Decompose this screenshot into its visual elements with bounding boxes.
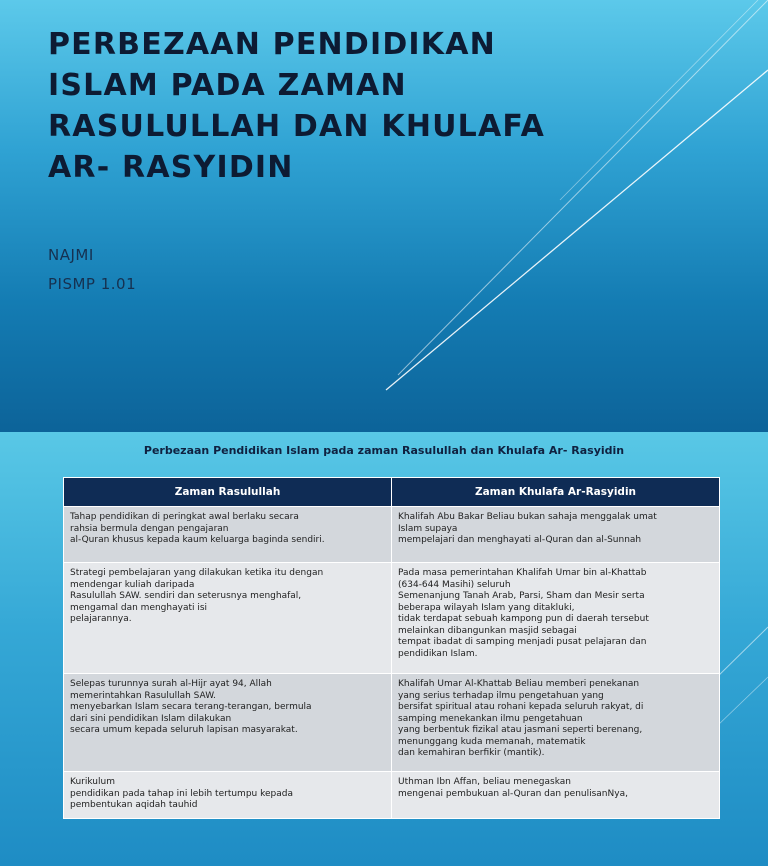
title-slide <box>0 0 768 432</box>
table-header-row <box>64 478 720 507</box>
table-cell: Kurikulum pendidikan pada tahap ini lebih tertumpu kepada pembentukan aqidah tauhid <box>64 772 392 819</box>
comparison-slide <box>0 432 768 866</box>
column-header-rasulullah: Zaman Rasulullah <box>64 478 392 507</box>
class-code: PISMP 1.01 <box>48 275 137 293</box>
table-cell: Uthman Ibn Affan, beliau menegaskan mengenai pembukuan al-Quran dan penulisanNya, <box>392 772 720 819</box>
table-row <box>64 674 720 772</box>
table-cell: Pada masa pemerintahan Khalifah Umar bin al-Khattab (634-644 Masihi) seluruh Semenanjung Tanah Arab, Parsi, Sham dan Mesir serta beberapa wilayah Islam yang ditakluki, tidak terdapat sebuah kampong pun di daerah tersebut melainkan dibangunkan masjid sebagai tempat ibadat di samping menjadi pusat pelajaran dan pendidikan Islam. <box>392 563 720 674</box>
table-heading: Perbezaan Pendidikan Islam pada zaman Rasulullah dan Khulafa Ar- Rasyidin <box>143 444 625 457</box>
table-row <box>64 772 720 819</box>
comparison-table <box>63 477 720 819</box>
table-cell: Strategi pembelajaran yang dilakukan ketika itu dengan mendengar kuliah daripada Rasulullah SAW. sendiri dan seterusnya menghafal, mengamal dan menghayati isi pelajarannya. <box>64 563 392 674</box>
table-row <box>64 507 720 563</box>
table-cell: Tahap pendidikan di peringkat awal berlaku secara rahsia bermula dengan pengajaran al-Quran khusus kepada kaum keluarga baginda sendiri. <box>64 507 392 563</box>
slide-title: PERBEZAAN PENDIDIKAN ISLAM PADA ZAMAN RASULULLAH DAN KHULAFA AR- RASYIDIN <box>48 27 546 185</box>
table-cell: Khalifah Abu Bakar Beliau bukan sahaja menggalak umat Islam supaya mempelajari dan menghayati al-Quran dan al-Sunnah <box>392 507 720 563</box>
table-cell: Khalifah Umar Al-Khattab Beliau memberi penekanan yang serius terhadap ilmu pengetahuan yang bersifat spiritual atau rohani kepada seluruh rakyat, di samping menekankan ilmu pengetahuan yang berbentuk fizikal atau jasmani seperti berenang, menunggang kuda memanah, matematik dan kemahiran berfikir (mantik). <box>392 674 720 772</box>
table-cell: Selepas turunnya surah al-Hijr ayat 94, Allah memerintahkan Rasulullah SAW. menyebarkan Islam secara terang-terangan, bermula dari sini pendidikan Islam dilakukan secara umum kepada seluruh lapisan masyarakat. <box>64 674 392 772</box>
author-name: NAJMI <box>48 246 94 264</box>
column-header-khulafa: Zaman Khulafa Ar-Rasyidin <box>392 478 720 507</box>
table-row <box>64 563 720 674</box>
